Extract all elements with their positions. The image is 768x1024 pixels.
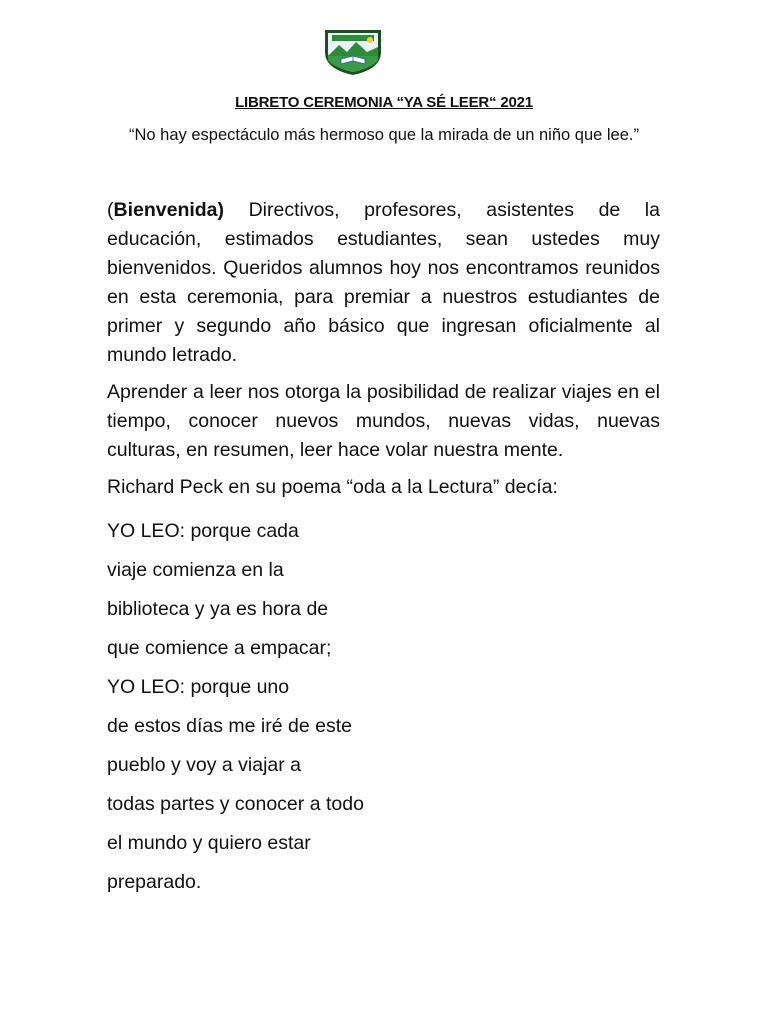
opening-quote: “No hay espectáculo más hermoso que la mirada de un niño que lee.” [129,126,639,144]
poem-line: YO LEO: porque uno [107,676,290,698]
welcome-open-paren: ( [107,199,114,221]
poem [107,512,660,902]
poem-line: viaje comienza en la [107,559,284,581]
poem-intro: Richard Peck en su poema “oda a la Lectura” decía: [107,476,558,498]
document-title: LIBRETO CEREMONIA “YA SÉ LEER“ 2021 [235,94,533,111]
welcome-label: Bienvenida) [113,199,225,221]
poem-line: de estos días me iré de este [107,715,352,737]
reading-paragraph: Aprender a leer nos otorga la posibilidad de realizar viajes en el tiempo, conocer nuevos mundos, nuevas vidas, nuevas culturas, en resumen, leer hace volar nuestra mente. [107,381,660,461]
document-body [107,196,660,902]
poem-line: preparado. [107,871,202,893]
poem-line: todas partes y conocer a todo [107,793,364,815]
poem-line: pueblo y voy a viajar a [107,754,302,776]
poem-line: que comience a empacar; [107,637,332,659]
welcome-text: Directivos, profesores, asistentes de la educación, estimados estudiantes, sean ustedes muy bienvenidos. Queridos alumnos hoy nos encontramos reunidos en esta ceremonia, para premiar a nuestros estudiantes de primer y segundo año básico que ingresan oficialmente al mundo letrado. [107,199,660,366]
poem-line: el mundo y quiero estar [107,832,311,854]
welcome-paragraph [107,196,660,370]
poem-line: biblioteca y ya es hora de [107,598,329,620]
poem-line: YO LEO: porque cada [107,520,299,542]
school-crest-logo [323,26,383,76]
